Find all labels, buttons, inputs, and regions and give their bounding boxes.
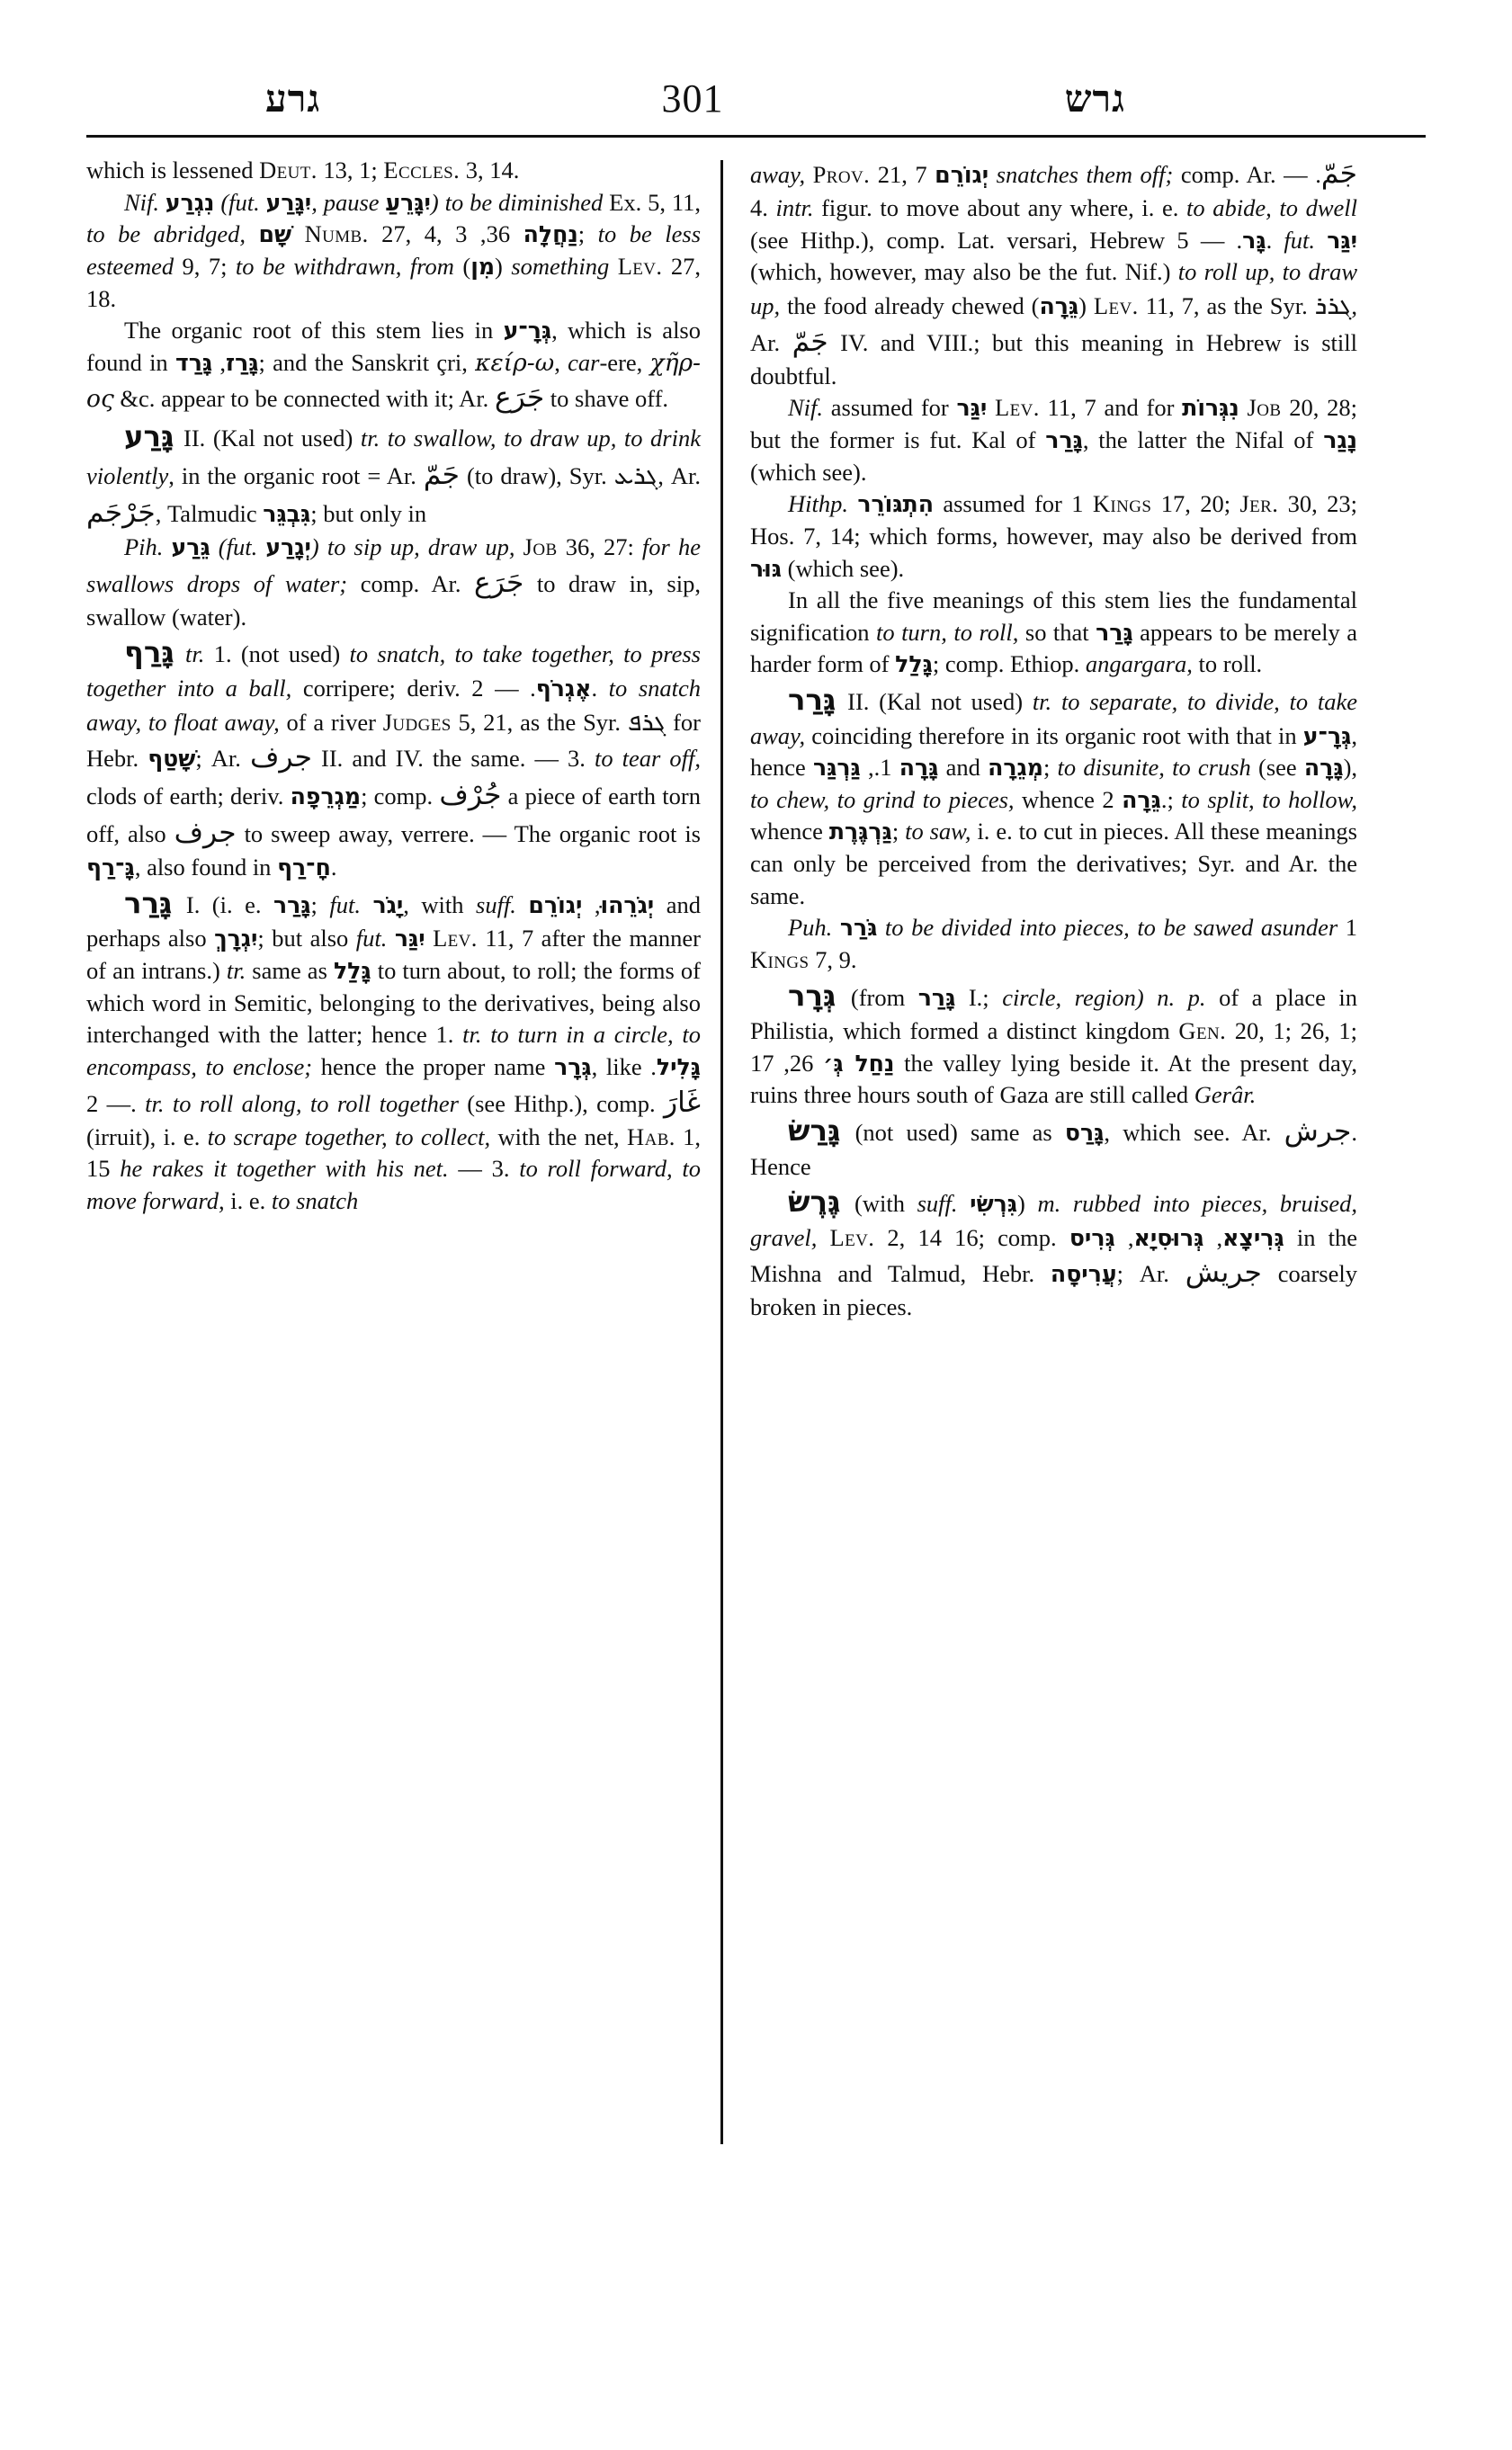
italic-gloss-run: to snatch away, to float away, [86,674,702,736]
hebrew-lemma: גְּרָר [788,978,837,1013]
text-columns [86,155,1426,2180]
text-run: , Ar. [750,291,1358,356]
text-run [425,925,433,952]
hebrew-word: יִגַּר [956,395,988,422]
text-run: , like [591,1052,651,1080]
left-column [86,155,720,2180]
scripture-reference: Job [523,533,558,561]
arabic-word: غَارَ [664,1086,702,1119]
text-run: with the net, [497,1122,628,1150]
text-run [291,220,305,247]
scripture-reference: Numb. [304,220,369,248]
italic-gloss-run: ) to sip up, draw up, [310,533,523,561]
arabic-word: جَمّ [792,325,828,358]
text-run: 20, 1; 26, 1; [1226,1017,1357,1045]
hebrew-word: גֹּרַר [839,915,878,942]
text-run: coarsely broken in pieces. [750,1260,1357,1321]
italic-gloss-run: Nif. [788,394,831,422]
text-run: 1. (not used) [213,640,350,668]
text-run: II. and IV. the same. — 3. [311,745,595,773]
hebrew-word: גָּלַל [333,958,371,985]
text-run: The organic root of this stem lies in [124,317,504,344]
hebrew-lemma: גָּרַע [124,418,174,453]
entry-paragraph [750,1112,1357,1183]
hebrew-word: גָּרַר [917,984,956,1011]
italic-gloss-run: to abide, to dwell [1186,194,1358,222]
italic-gloss-run: tr. to turn in a circle, to encompass, to enclose; [86,1021,702,1080]
hebrew-word: נִגְּרוֹת [1182,395,1239,422]
text-run: ; Ar. [1116,1260,1185,1288]
italic-gloss-run: (fut. [210,533,266,561]
text-run: , the latter the Nifal of [1082,425,1324,453]
italic-gloss-run: angargara, [1085,650,1199,678]
text-run: (which see). [750,458,867,486]
italic-gloss-run: Nif. [124,188,166,216]
scripture-reference: Lev. [995,394,1040,422]
hebrew-word: גֵּרַע [171,534,210,561]
text-run [1239,394,1248,421]
hebrew-word: גְּרוּסִיָא [1133,1224,1204,1251]
hebrew-word: גָּרַר [273,891,311,918]
scripture-reference: Gen. [1178,1017,1227,1045]
text-run: IV. and VIII.; but this meaning in Hebrew is still doubtful. [750,328,1357,389]
hebrew-word: גָּ־רַף [86,854,135,881]
text-run: to turn about, to roll; the forms of which word in Semitic, belonging to the derivatives, being also interchanged with the latter; hence 1. [86,957,701,1049]
italic-gloss-run: for he swallows drops of water; [86,533,701,597]
text-run: 11, 7, as the Syr. [1138,291,1315,319]
hebrew-word: עֲרִיסָה [1050,1261,1117,1288]
text-run: (see Hithp.), comp. Lat. versari, Hebrew [750,226,1177,254]
scripture-reference: Jer. [1239,490,1279,518]
hebrew-word: גָּלִיל [656,1053,701,1080]
text-run: to sweep away, verrere. — The organic root is [236,820,701,848]
right-column [723,155,1357,2180]
hebrew-word: יִגָּרֵעַ [385,189,431,216]
italic-gloss-run: Gerâr. [1194,1081,1257,1109]
italic-gloss-run: suff. [476,890,529,918]
text-run: same as [252,957,334,985]
entry-paragraph [750,912,1357,976]
hebrew-word: גִּרְשִׂי [970,1191,1018,1218]
arabic-word: جريش [1185,1256,1262,1290]
text-run: , hence [750,721,1357,782]
italic-gloss-run: suff. [917,1190,971,1218]
text-run: 20, 28; but the former is fut. Kal of [750,394,1357,453]
italic-gloss-run: ) to be diminished [430,188,610,216]
text-run: , [1203,1223,1223,1251]
text-run: , [582,890,601,918]
text-run: Ex. 5, 11, [609,188,701,216]
text-run: comp. Ar. [360,569,475,597]
text-run: appears to be merely a harder form of [750,618,1357,678]
italic-gloss-run: to be abridged, [86,220,259,248]
hebrew-word: גָּרָה [1303,755,1344,782]
text-run: ; but only in [310,500,427,528]
text-run: so that [1024,618,1096,646]
text-run: 36, 3; [455,220,598,248]
scripture-reference: Eccles. [383,156,461,183]
text-run: I. (i. e. [174,890,273,918]
entry-paragraph [750,977,1357,1112]
text-run: ) [1017,1190,1038,1218]
text-run: , which is also found in [86,317,701,376]
text-run: . — 5. [1176,226,1284,254]
arabic-word: جَمّ [423,459,460,491]
scripture-reference: Hab. [627,1122,675,1150]
italic-gloss-run: to roll forward, to move forward, [86,1155,701,1214]
syriac-word: ܓܪܥ [613,460,658,490]
text-run: . Hence [750,1119,1357,1180]
text-run: figur. to move about any where, i. e. [821,194,1187,222]
text-run: 1, 15 [86,1122,702,1183]
text-run: -ere, [599,348,650,376]
text-run: 11, 7 after the manner of an intrans.) [86,925,701,985]
text-run: , [554,348,568,376]
text-run: (see [1258,754,1304,782]
text-run: which is lessened [86,156,260,183]
hebrew-lemma: גָּרַשׂ [788,1113,841,1149]
arabic-word: جَرْجَم [86,496,156,530]
text-run: . — 2. [471,674,609,702]
entry-paragraph [750,155,1357,392]
hebrew-word: נִגְרַע [165,189,215,216]
italic-gloss-run: to roll up, to draw up, [750,258,1357,319]
text-run: 2, 14 16; comp. [874,1223,1069,1251]
text-run: (which, however, may also be the fut. Nif.) [750,258,1178,286]
hebrew-word: גַּרְגַּר [813,755,861,782]
text-run: , which see. Ar. [1104,1119,1284,1147]
entry-paragraph [86,417,701,532]
scripture-reference: Kings [1092,490,1152,518]
text-run: 17, 20; [1151,490,1240,518]
entry-paragraph [86,532,701,633]
arabic-word: جرف [174,817,237,850]
text-run: , in the organic root = Ar. [168,462,424,489]
hebrew-lemma: גָּרַר [124,885,173,920]
hebrew-word: יָגֹר [372,891,404,918]
text-run: 36, 27: [557,533,642,561]
hebrew-word: נָגַר [1323,426,1357,453]
hebrew-word: גְּרִיצָא [1222,1224,1284,1251]
italic-gloss-run: , pause [311,188,386,216]
italic-gloss-run: tr. to roll along, to roll together [145,1089,468,1117]
text-run: 7, 9. [809,946,857,974]
text-run: (not used) same as [842,1119,1065,1147]
italic-gloss-run: to disunite, to crush [1057,754,1259,782]
italic-gloss-run: to split, to hollow, [1181,785,1357,813]
scripture-reference: Deut. [259,156,318,183]
scripture-reference: Lev. [433,925,478,952]
text-run: , Talmudic [155,500,264,528]
text-run: . — 2. [86,1052,657,1117]
arabic-word: جرش [1284,1115,1352,1149]
italic-gloss-run: to snatch [271,1186,359,1214]
text-run: (see Hithp.), comp. [467,1089,665,1117]
text-run [987,394,995,421]
text-run: 21, 7 [870,161,935,188]
italic-gloss-run: to turn, to roll, [875,618,1025,646]
text-run: , [212,348,226,376]
text-run: ; comp. [361,782,440,810]
text-run: I.; [955,983,1003,1011]
entry-paragraph [86,884,701,1218]
italic-gloss-run: away, [750,161,813,188]
text-run: clods of earth; deriv. [86,782,291,810]
text-run: 30, 23; Hos. 7, 14; which forms, however, may also be derived from [750,490,1357,550]
italic-gloss-run: to be less esteemed [86,220,702,280]
hebrew-word: גְּרִיס [1069,1224,1115,1251]
running-head-left-lemma: גרע [265,79,321,121]
text-run: corripere; deriv. [302,674,472,702]
text-run: &c. appear to be connected with it; Ar. [113,385,495,413]
text-run: of a river [286,708,383,736]
text-run: ; comp. Ethiop. [932,650,1086,678]
text-run: to draw in, sip, swallow (water). [86,569,701,630]
entry-paragraph [750,488,1357,585]
italic-gloss-run: fut. [1284,226,1328,254]
hebrew-word: גְּרָ־ע [1302,722,1352,749]
italic-gloss-run: he rakes it together with his net. [120,1155,459,1183]
italic-gloss-run: Hithp. [788,490,858,518]
italic-gloss-run: fut. [355,925,395,952]
italic-gloss-run: to saw, [905,818,978,845]
hebrew-word: שָׁם [258,221,292,248]
hebrew-word: אֶגְרֹף [535,675,592,702]
text-run: , with [403,890,477,918]
entry-paragraph [750,1183,1357,1324]
italic-gloss-run: Puh. [788,914,840,942]
hebrew-word: יִגָּרַע [265,189,312,216]
hebrew-word: גָּרַס [1064,1120,1105,1147]
text-run: ; and the Sanskrit çri, [258,348,476,376]
scripture-reference: Job [1247,394,1282,422]
running-head-right-lemma: גרש [1064,79,1125,121]
entry-paragraph [750,585,1357,681]
text-run: coinciding therefore in its organic root with that in [811,721,1303,749]
text-run: ( [462,252,471,280]
text-run: ) [1078,291,1094,319]
entry-paragraph [86,187,701,316]
scripture-reference: Lev. [617,252,663,280]
text-run: whence [1022,785,1103,813]
entry-paragraph [86,633,701,884]
hebrew-word: גָּרָה [899,755,939,782]
text-run: ; Ar. [195,745,250,773]
italic-gloss-run: to chew, to grind to pieces, [750,785,1023,813]
scripture-reference: Prov. [812,161,871,188]
italic-gloss-run: Pih. [124,533,172,561]
italic-gloss-run: snatches them off; [989,161,1181,188]
hebrew-word: גַּרְגֶּרֶת [828,818,892,845]
syriac-word: ܓܪܪ [1314,290,1352,320]
italic-gloss-run: m. rubbed into pieces, bruised, gravel, [750,1190,1357,1251]
italic-gloss-run: tr. [185,640,214,668]
italic-gloss-run: fut. [329,890,373,918]
italic-gloss-run: tr. to separate, to divide, to take away, [750,688,1357,749]
hebrew-word: גּוּר [750,555,783,582]
page-number: 301 [661,76,724,121]
italic-gloss-run: circle, region) n. p. [1002,983,1220,1011]
text-run: ; but also [257,925,356,952]
hebrew-word: גָּרַד [174,349,213,376]
text-run: 26, 17 the valley lying beside it. At the present day, ruins three hours south of Gaza are still called [750,1049,1357,1109]
text-run: to shave off. [544,385,669,413]
hebrew-word: הִתְגּוֹרֵר [857,491,934,518]
text-run: , [1114,1223,1134,1251]
text-run: and [938,754,989,782]
text-run: (irruit), i. e. [86,1122,208,1150]
text-run: (which see). [782,554,905,582]
text-run: ; [1042,754,1058,782]
text-run: 1 [1345,914,1357,942]
italic-gloss-run: to snatch, to take together, to press together into a ball, [86,640,701,702]
text-run: . — 4. [750,161,1321,222]
hebrew-word: גֵּרָה [1122,786,1161,813]
hebrew-word: גְּרָ־ע [503,317,552,344]
text-run: comp. Ar. [1180,161,1284,188]
arabic-word: جَمّ [1320,157,1357,190]
entry-paragraph [750,681,1357,912]
hebrew-word: גֵּרָה [1039,292,1079,319]
text-run: 27, 18. [86,252,701,312]
text-run: II. (Kal not used) [175,424,361,452]
text-run: i. e. [230,1186,272,1214]
text-run: i. e. to cut in pieces. All these meanings can only be perceived from the derivatives; Syr. and Ar. the same. [750,818,1357,909]
italic-gloss-run: car [568,348,600,376]
arabic-word: جَرَع [494,381,545,415]
text-run: hence the proper name [320,1052,555,1080]
text-run: 27, 4, [368,220,456,248]
text-run: II. (Kal not used) [837,688,1033,716]
text-run: . [330,854,337,881]
text-run: (to draw), Syr. [460,462,614,489]
text-run: ; [891,818,906,845]
hebrew-word: מְגֵרָה [988,755,1043,782]
italic-gloss-run: tr. to swallow, to draw up, to drink violently [86,424,701,489]
text-run: for Hebr. [86,708,701,773]
scripture-reference: Lev. [829,1223,875,1251]
text-run: to roll. [1198,650,1263,678]
hebrew-word: יִגַּר [394,925,425,952]
hebrew-lemma: גֶּרֶשׂ [788,1185,841,1220]
scripture-reference: Lev. [1093,291,1139,319]
text-run: and perhaps also [86,890,701,952]
hebrew-word: חָ־רַף [277,854,331,881]
text-run: ; [310,890,330,918]
italic-gloss-run: (fut. [214,188,266,216]
text-run: ) [495,252,512,280]
hebrew-word: גָּלַל [895,651,933,678]
text-run: 3, 14. [460,156,520,183]
hebrew-word: גָּרַר [1045,426,1083,453]
text-run: 1., [860,754,899,782]
text-run: whence [750,818,829,845]
text-run: 11, 7 and for [1039,394,1183,422]
italic-gloss-run: intr. [775,194,822,222]
text-run: assumed for 1 [934,490,1093,518]
arabic-word: جُرْف [439,779,502,812]
hebrew-word: יִגְרָךְ [214,925,258,952]
hebrew-word: גָּרַר [1096,619,1133,646]
hebrew-lemma: גָּרַף [124,635,174,670]
hebrew-word: יְגוֹרֵם [935,162,989,188]
text-run: 13, 1; [317,156,384,183]
header-rule [86,135,1426,138]
entry-paragraph [750,392,1357,488]
italic-gloss-run: to scrape together, to collect, [207,1122,498,1150]
text-run [176,640,185,667]
hebrew-word: יְגוֹרֵם [528,891,583,918]
text-run: , Ar. [658,462,702,489]
italic-gloss-run: something [511,252,618,280]
arabic-word: جَرَع [474,566,524,599]
text-run: of a place in Philistia, which formed a distinct kingdom [750,983,1357,1045]
hebrew-word: שָׁטַף [148,746,196,773]
text-run: — 3. [458,1155,520,1183]
text-run: the food already chewed ( [787,291,1040,319]
hebrew-word: מִן [470,253,496,280]
running-head [90,52,1422,119]
text-run: a piece of earth torn off, also [86,782,701,848]
text-run: , also found in [134,854,278,881]
hebrew-word: מַגְרֵפָה [290,783,362,810]
text-run: (from [837,983,918,1011]
text-run: 9, 7; [182,252,236,280]
italic-gloss-run: to be withdrawn, from [235,252,463,280]
hebrew-word: גָּר [1242,227,1266,254]
entry-paragraph [86,315,701,416]
text-run: 2.; [1102,785,1182,813]
text-run: in the Mishna and Talmud, Hebr. [750,1223,1358,1288]
greek-word: κείρ-ω [475,348,555,377]
scripture-reference: Kings [750,946,810,974]
greek-word: χῆρ-ος [86,348,701,414]
text-run: (with [842,1190,917,1218]
hebrew-word: גָּרַז [226,349,259,376]
hebrew-word: יְגָרַע [265,534,311,561]
italic-gloss-run: to be divided into pieces, to be sawed asunder [877,914,1346,942]
arabic-word: جرف [249,741,312,774]
scripture-reference: Judges [382,708,452,736]
hebrew-word: נַחַל גְּ׳ [823,1050,895,1077]
italic-gloss-run: tr. [226,957,253,985]
syriac-word: ܓܪܦ [627,706,667,737]
text-run: assumed for [830,394,957,422]
entry-paragraph [86,155,701,187]
hebrew-word: יִגַּר [1327,227,1358,254]
hebrew-word: גְּרָר [554,1053,592,1080]
hebrew-word: יְגֹרֵהוּ [600,891,655,918]
text-run: 5, 21, as the Syr. [451,708,628,736]
hebrew-lemma: גָּרַר [788,683,837,718]
text-run: In all the five meanings of this stem lies the fundamental signification [750,586,1357,646]
hebrew-word: גִּבְגֵּר [263,501,311,528]
text-run: ), [1343,754,1358,782]
italic-gloss-run: to tear off, [594,745,701,773]
hebrew-word: נַחֲלָה [523,221,578,248]
